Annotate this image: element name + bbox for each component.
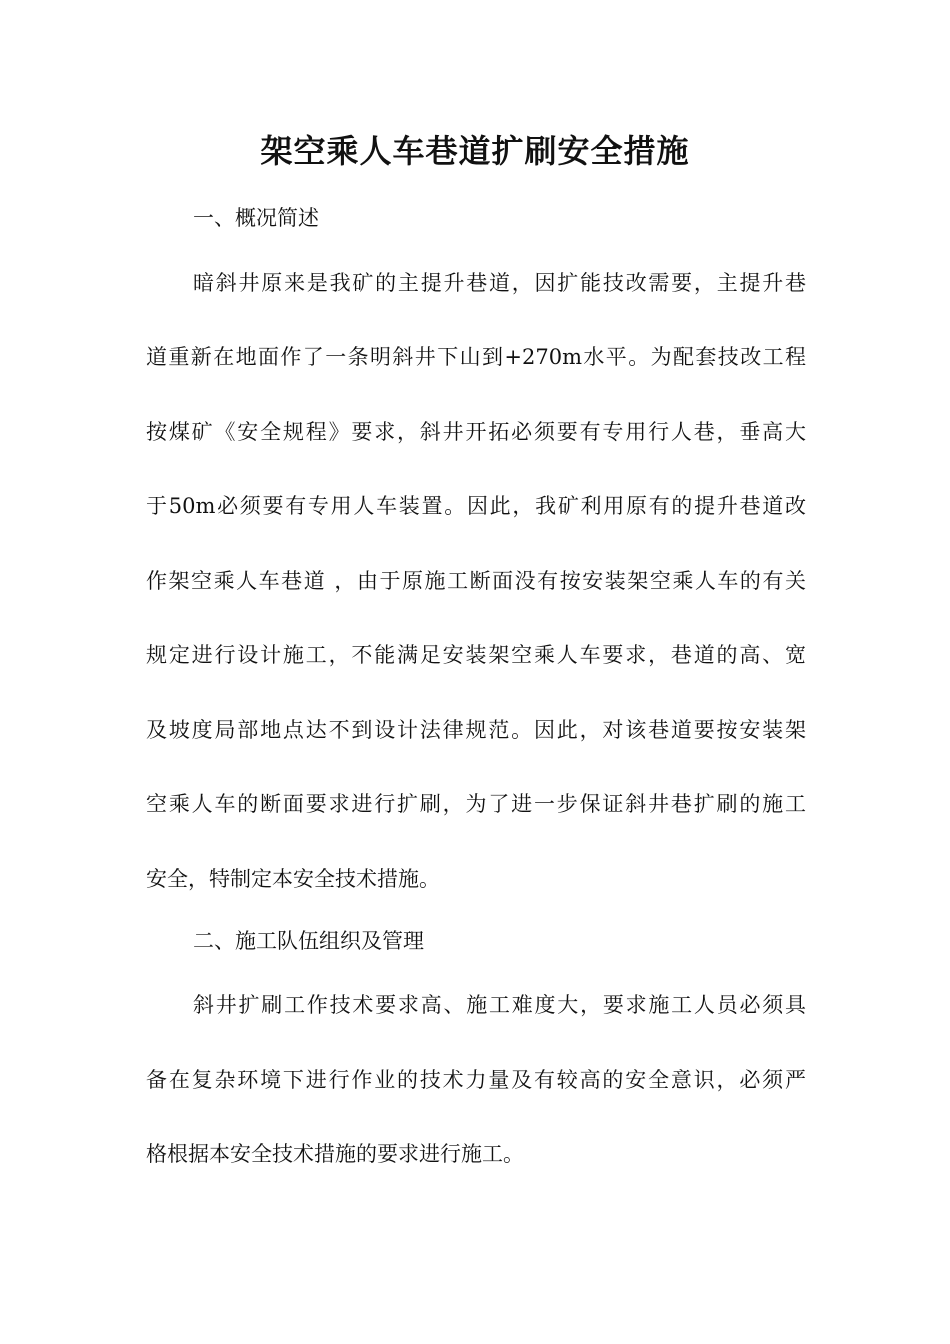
paragraph-line: 作架空乘人车巷道 ，由于原施工断面没有按安装架空乘人车的有关 xyxy=(146,569,806,593)
paragraph-line: 备在复杂环境下进行作业的技术力量及有较高的安全意识，必须严 xyxy=(146,1068,806,1092)
section-heading-team: 二、施工队伍组织及管理 xyxy=(193,929,424,953)
paragraph-line: 按煤矿《安全规程》要求，斜井开拓必须要有专用行人巷，垂高大 xyxy=(146,420,806,444)
paragraph-line: 斜井扩刷工作技术要求高、施工难度大，要求施工人员必须具 xyxy=(193,993,806,1017)
paragraph-line: 安全，特制定本安全技术措施。 xyxy=(146,867,440,891)
section-heading-overview: 一、概况简述 xyxy=(193,206,319,230)
paragraph-line: 规定进行设计施工，不能满足安装架空乘人车要求，巷道的高、宽 xyxy=(146,643,806,667)
document-title: 架空乘人车巷道扩刷安全措施 xyxy=(260,132,690,170)
paragraph-line: 空乘人车的断面要求进行扩刷，为了进一步保证斜井巷扩刷的施工 xyxy=(146,792,806,816)
paragraph-line: 于50m必须要有专用人车装置。因此，我矿利用原有的提升巷道改 xyxy=(146,494,806,518)
paragraph-line: 及坡度局部地点达不到设计法律规范。因此，对该巷道要按安装架 xyxy=(146,718,806,742)
paragraph-line: 格根据本安全技术措施的要求进行施工。 xyxy=(146,1142,524,1166)
paragraph-line: 道重新在地面作了一条明斜井下山到+270m水平。为配套技改工程 xyxy=(146,345,806,369)
paragraph-line: 暗斜井原来是我矿的主提升巷道，因扩能技改需要，主提升巷 xyxy=(193,271,806,295)
